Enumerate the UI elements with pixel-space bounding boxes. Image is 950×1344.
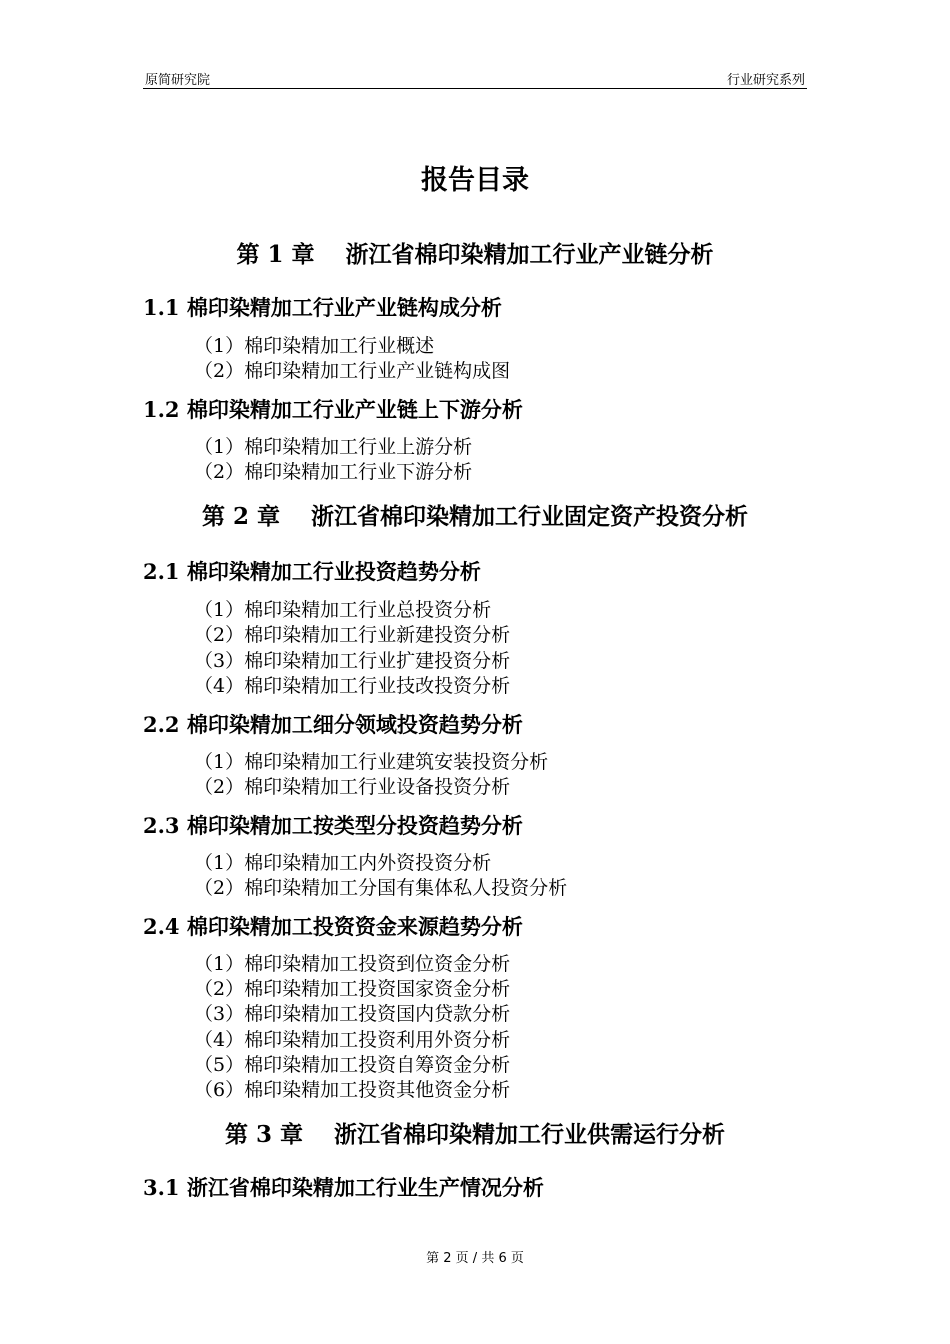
toc-item: （2）棉印染精加工行业设备投资分析: [194, 776, 511, 798]
toc-section: 2.2 棉印染精加工细分领域投资趋势分析: [143, 712, 523, 737]
toc-item: （6）棉印染精加工投资其他资金分析: [194, 1079, 511, 1101]
toc-item: （2）棉印染精加工分国有集体私人投资分析: [194, 877, 568, 899]
toc-item: （3）棉印染精加工投资国内贷款分析: [194, 1003, 511, 1025]
toc-section: 3.1 浙江省棉印染精加工行业生产情况分析: [143, 1175, 544, 1200]
toc-section: 2.4 棉印染精加工投资资金来源趋势分析: [143, 914, 523, 939]
toc-section: 1.2 棉印染精加工行业产业链上下游分析: [143, 397, 523, 422]
toc-item: （1）棉印染精加工内外资投资分析: [194, 852, 492, 874]
toc-section: 2.3 棉印染精加工按类型分投资趋势分析: [143, 813, 523, 838]
toc-item: （1）棉印染精加工行业总投资分析: [194, 599, 492, 621]
toc-item: （5）棉印染精加工投资自筹资金分析: [194, 1054, 511, 1076]
toc-item: （2）棉印染精加工行业产业链构成图: [194, 360, 511, 382]
toc-chapter: 第 3 章 浙江省棉印染精加工行业供需运行分析: [224, 1121, 726, 1148]
page-number: 第 2 页 / 共 6 页: [426, 1251, 524, 1266]
toc-section: 1.1 棉印染精加工行业产业链构成分析: [143, 295, 502, 320]
toc-item: （1）棉印染精加工行业上游分析: [194, 436, 473, 458]
toc-item: （1）棉印染精加工行业建筑安装投资分析: [194, 751, 549, 773]
toc-item: （2）棉印染精加工行业新建投资分析: [194, 624, 511, 646]
toc-item: （3）棉印染精加工行业扩建投资分析: [194, 650, 511, 672]
toc-item: （1）棉印染精加工投资到位资金分析: [194, 953, 511, 975]
header-divider: [143, 88, 807, 89]
page-title: 报告目录: [421, 165, 529, 196]
toc-item: （2）棉印染精加工行业下游分析: [194, 461, 473, 483]
toc-item: （4）棉印染精加工行业技改投资分析: [194, 675, 511, 697]
toc-chapter: 第 2 章 浙江省棉印染精加工行业固定资产投资分析: [201, 503, 749, 530]
toc-item: （4）棉印染精加工投资利用外资分析: [194, 1029, 511, 1051]
header-left-org: 原简研究院: [145, 73, 211, 88]
header-right-series: 行业研究系列: [726, 73, 805, 88]
toc-item: （2）棉印染精加工投资国家资金分析: [194, 978, 511, 1000]
toc-item: （1）棉印染精加工行业概述: [194, 335, 435, 357]
toc-section: 2.1 棉印染精加工行业投资趋势分析: [143, 559, 481, 584]
toc-chapter: 第 1 章 浙江省棉印染精加工行业产业链分析: [236, 241, 714, 268]
